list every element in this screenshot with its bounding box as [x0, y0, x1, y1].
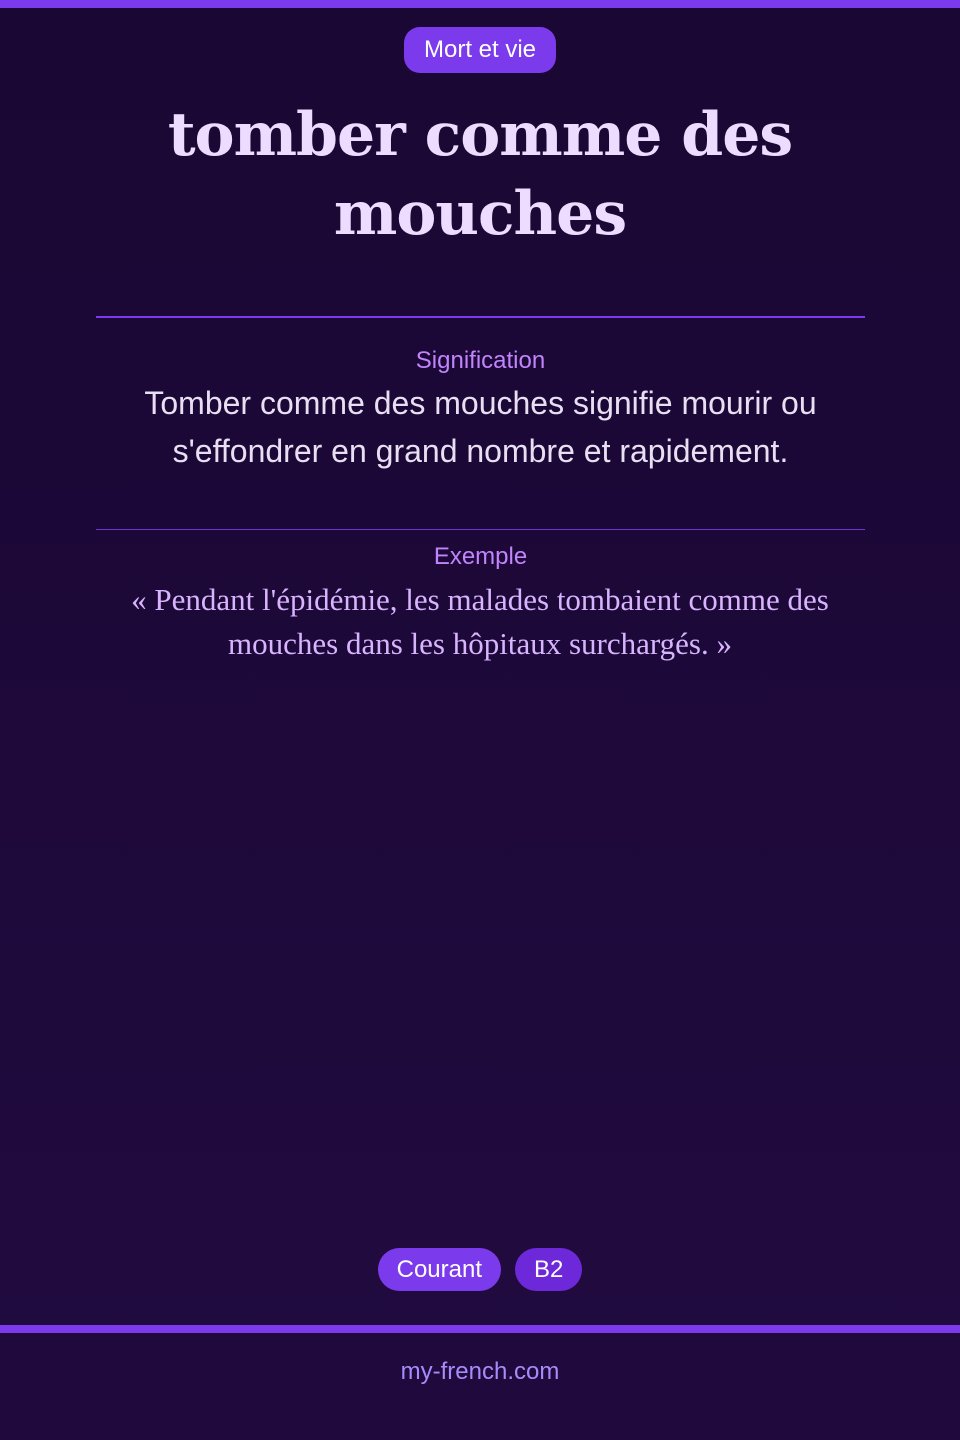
register-tag: Courant: [378, 1248, 501, 1291]
example-text: « Pendant l'épidémie, les malades tombaient comme des mouches dans les hôpitaux surchargés. »: [131, 582, 829, 661]
example-label: Exemple: [433, 543, 528, 570]
top-accent-bar: [0, 0, 960, 8]
expression-title: tomber comme des mouches: [167, 100, 793, 249]
divider: [96, 529, 865, 530]
meaning-label: Signification: [415, 347, 546, 374]
level-tag: B2: [515, 1248, 582, 1291]
tag-list: [0, 1248, 960, 1291]
divider: [96, 316, 865, 318]
footer-site-link[interactable]: my-french.com: [400, 1358, 560, 1385]
bottom-accent-bar: [0, 1325, 960, 1333]
category-badge: Mort et vie: [404, 27, 556, 73]
meaning-text: Tomber comme des mouches signifie mourir ou s'effondrer en grand nombre et rapidement.: [144, 385, 817, 469]
